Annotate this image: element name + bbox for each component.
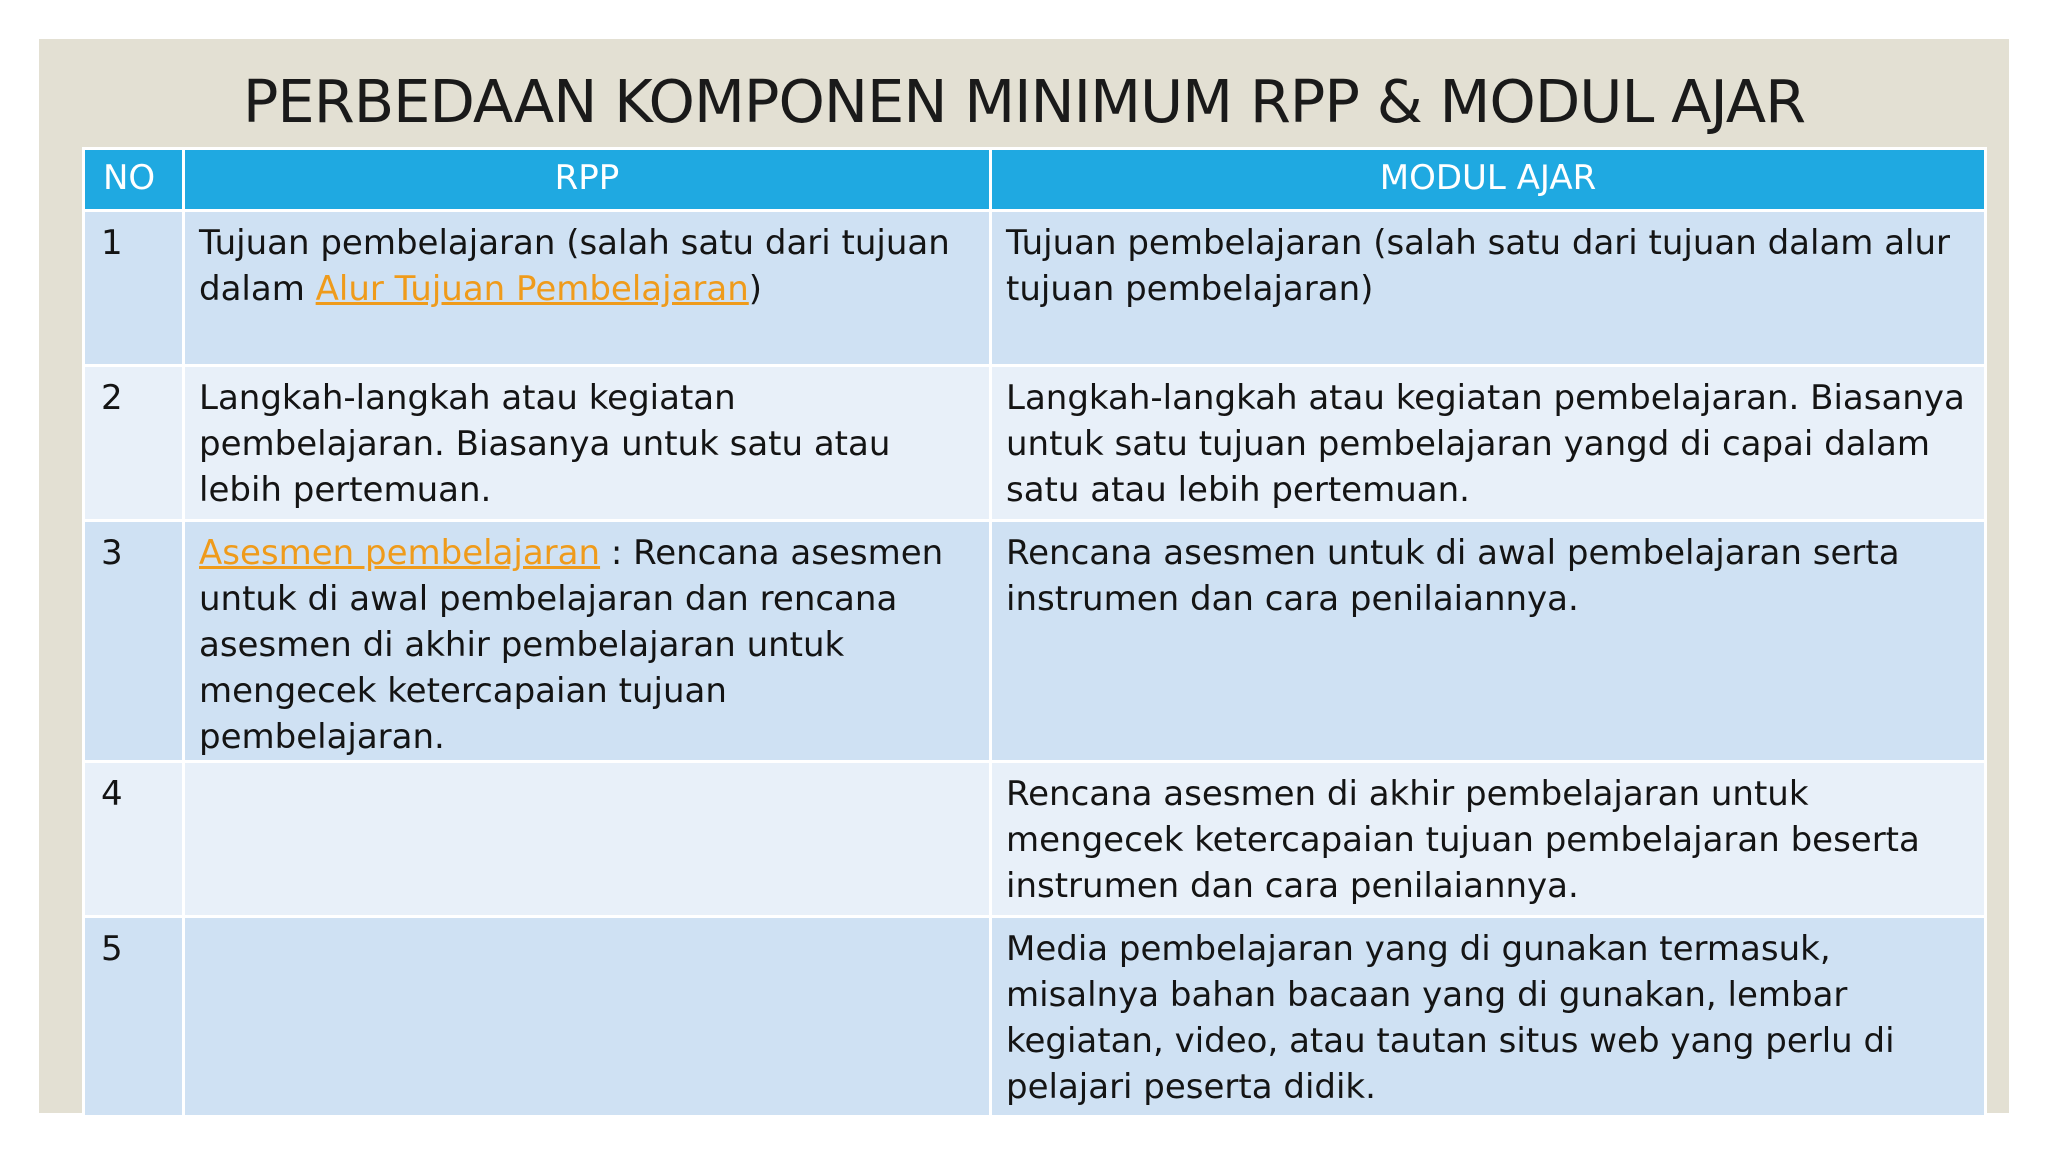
slide	[39, 39, 2009, 1113]
comparison-table	[82, 147, 1987, 1118]
header-no: NO	[84, 149, 184, 211]
slide-title: PERBEDAAN KOMPONEN MINIMUM RPP & MODUL AJAR	[242, 67, 1806, 136]
asesmen-pembelajaran-link[interactable]: Asesmen pembelajaran	[199, 533, 601, 573]
header-rpp: RPP	[184, 149, 991, 211]
header-modul-ajar: MODUL AJAR	[991, 149, 1986, 211]
table-row	[84, 917, 1986, 1117]
table-row	[84, 762, 1986, 917]
table-row	[84, 366, 1986, 521]
modul-cell: Tujuan pembelajaran (salah satu dari tujuan dalam alur tujuan pembelajaran)	[991, 211, 1986, 366]
table-row	[84, 211, 1986, 366]
modul-cell: Media pembelajaran yang di gunakan termasuk, misalnya bahan bacaan yang di gunakan, lembar kegiatan, video, atau tautan situs web yang perlu di pelajari peserta didik.	[991, 917, 1986, 1117]
rpp-cell	[184, 762, 991, 917]
modul-cell: Rencana asesmen di akhir pembelajaran untuk mengecek ketercapaian tujuan pembelajaran beserta instrumen dan cara penilaiannya.	[991, 762, 1986, 917]
row-number: 1	[84, 211, 184, 366]
row-number: 3	[84, 521, 184, 762]
row-number: 5	[84, 917, 184, 1117]
table-header-row	[84, 149, 1986, 211]
row-number: 4	[84, 762, 184, 917]
rpp-cell	[184, 917, 991, 1117]
rpp-text: : Rencana asesmen untuk di awal pembelajaran dan rencana asesmen di akhir pembelajaran untuk mengecek ketercapaian tujuan pembelajaran.	[199, 533, 944, 757]
modul-cell: Langkah-langkah atau kegiatan pembelajaran. Biasanya untuk satu tujuan pembelajaran yangd di capai dalam satu atau lebih pertemuan.	[991, 366, 1986, 521]
rpp-cell	[184, 211, 991, 366]
alur-tujuan-link[interactable]: Alur Tujuan Pembelajaran	[315, 269, 749, 309]
rpp-text: )	[748, 269, 763, 309]
row-number: 2	[84, 366, 184, 521]
table-row	[84, 521, 1986, 762]
rpp-cell	[184, 521, 991, 762]
modul-cell: Rencana asesmen untuk di awal pembelajaran serta instrumen dan cara penilaiannya.	[991, 521, 1986, 762]
rpp-text: Tujuan pembelajaran (salah satu dari tujuan dalam	[199, 223, 950, 309]
rpp-cell: Langkah-langkah atau kegiatan pembelajaran. Biasanya untuk satu atau lebih pertemuan.	[184, 366, 991, 521]
